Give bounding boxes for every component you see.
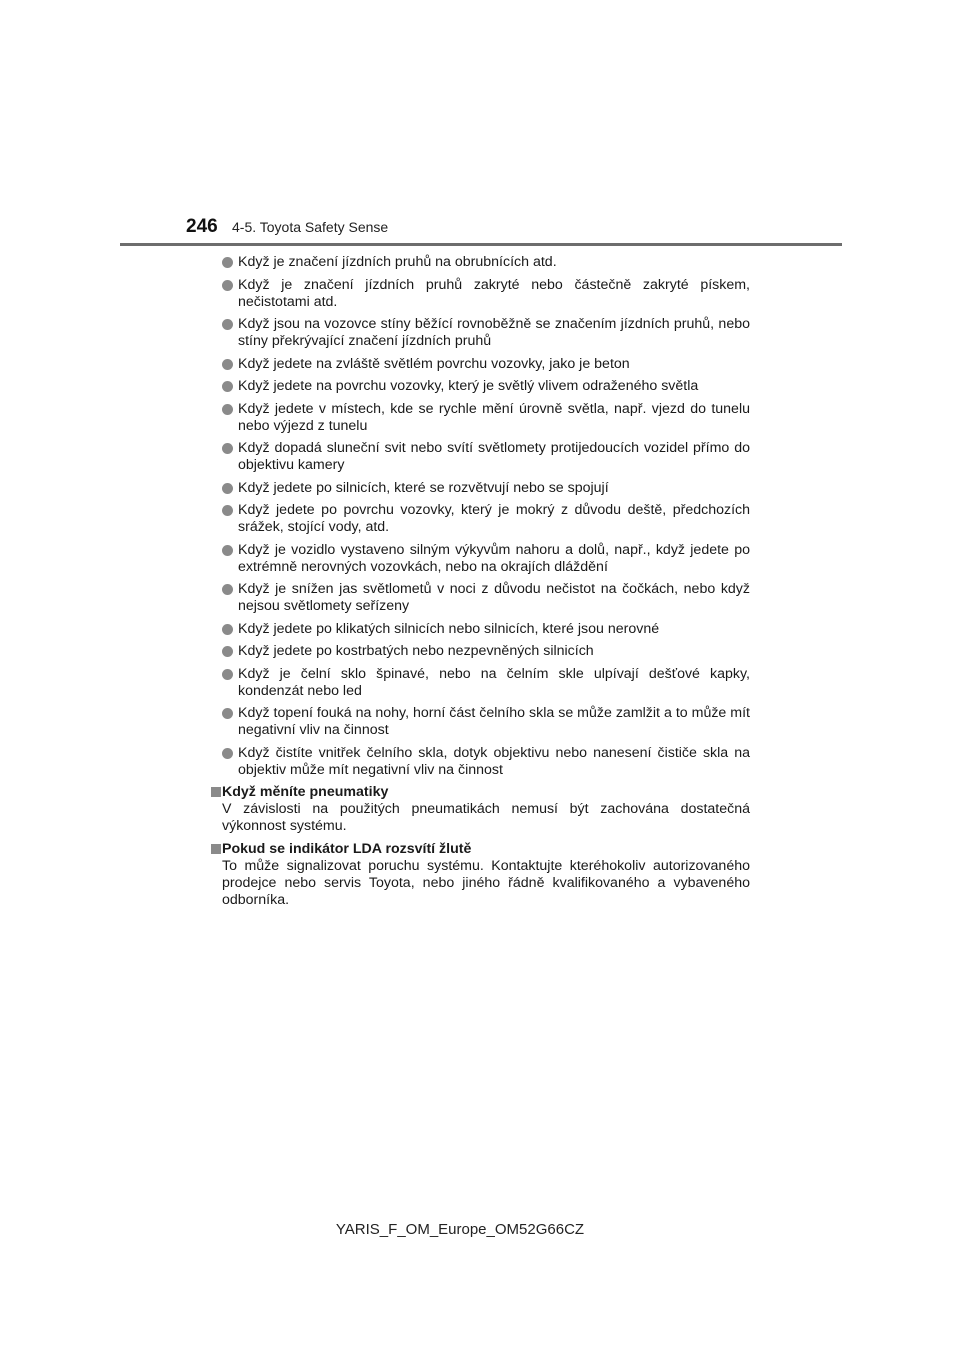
section-heading-tires [222, 784, 750, 801]
bullet-text: Když dopadá sluneční svit nebo svítí světlomety protijedoucích vozidel přímo do objektivu kamery [238, 440, 750, 473]
bullet-item [222, 316, 750, 350]
header-divider [120, 243, 842, 246]
bullet-dot-icon [222, 404, 233, 415]
bullet-dot-icon [222, 708, 233, 719]
bullet-text: Když čistíte vnitřek čelního skla, dotyk objektivu nebo nanesení čističe skla na objektiv může mít negativní vliv na činnost [238, 744, 750, 778]
page-header [186, 216, 388, 238]
bullet-text: Když je značení jízdních pruhů na obrubnících atd. [238, 254, 557, 270]
bullet-item [222, 401, 750, 435]
bullet-dot-icon [222, 584, 233, 595]
section-heading-text: Pokud se indikátor LDA rozsvítí žlutě [222, 840, 472, 857]
bullet-text: Když jsou na vozovce stíny běžící rovnoběžně se značením jízdních pruhů, nebo stíny překrývající značení jízdních pruhů [238, 316, 750, 349]
bullet-text: Když je značení jízdních pruhů zakryté nebo částečně zakryté pískem, nečistotami atd. [238, 276, 750, 310]
bullet-text: Když jedete na povrchu vozovky, který je světlý vlivem odraženého světla [238, 378, 699, 394]
bullet-item [222, 480, 750, 497]
bullet-text: Když jedete po silnicích, které se rozvětvují nebo se spojují [238, 479, 609, 496]
bullet-text: Když jedete na zvláště světlém povrchu vozovky, jako je beton [238, 355, 630, 372]
square-bullet-icon [211, 787, 221, 797]
bullet-dot-icon [222, 443, 233, 454]
section-body-tires: V závislosti na použitých pneumatikách nemusí být zachována dostatečná výkonnost systému. [222, 801, 750, 834]
bullet-item [222, 378, 750, 395]
bullet-dot-icon [222, 545, 233, 556]
bullet-text: Když jedete v místech, kde se rychle mění úrovně světla, např. vjezd do tunelu nebo výjezd z tunelu [238, 400, 750, 434]
section-heading-lda [222, 841, 750, 858]
bullet-item [222, 440, 750, 474]
section-body-lda: To může signalizovat poruchu systému. Kontaktujte kteréhokoliv autorizovaného prodejce nebo servis Toyota, nebo jiného řádně kvalifikovaného a vybaveného odborníka. [222, 857, 750, 908]
bullet-item [222, 745, 750, 779]
bullet-item [222, 581, 750, 615]
bullet-dot-icon [222, 748, 233, 759]
bullet-item [222, 643, 750, 660]
document-id: YARIS_F_OM_Europe_OM52G66CZ [335, 1221, 585, 1238]
page-footer [0, 1221, 960, 1238]
bullet-item [222, 254, 750, 271]
bullet-text: Když je čelní sklo špinavé, nebo na čelním skle ulpívají dešťové kapky, kondenzát nebo led [238, 665, 750, 699]
page-number: 246 [186, 216, 218, 237]
bullet-text: Když jedete po kostrbatých nebo nezpevněných silnicích [238, 643, 594, 659]
bullet-item [222, 277, 750, 311]
section-heading-text: Když měníte pneumatiky [222, 784, 389, 800]
bullet-item [222, 621, 750, 638]
bullet-dot-icon [222, 505, 233, 516]
bullet-dot-icon [222, 669, 233, 680]
bullet-dot-icon [222, 319, 233, 330]
bullet-text: Když je vozidlo vystaveno silným výkyvům nahoru a dolů, např., když jedete po extrémně nerovných vozovkách, nebo na okrajích dláždění [238, 541, 750, 575]
bullet-dot-icon [222, 381, 233, 392]
bullet-text: Když jedete po klikatých silnicích nebo silnicích, které jsou nerovné [238, 620, 660, 637]
section-title: 4-5. Toyota Safety Sense [232, 219, 389, 235]
bullet-dot-icon [222, 359, 233, 370]
page-content [222, 254, 750, 914]
bullet-dot-icon [222, 646, 233, 657]
bullet-item [222, 666, 750, 700]
bullet-dot-icon [222, 483, 233, 494]
bullet-dot-icon [222, 257, 233, 268]
bullet-item [222, 705, 750, 739]
bullet-item [222, 542, 750, 576]
bullet-text: Když je snížen jas světlometů v noci z důvodu nečistot na čočkách, nebo když nejsou světlomety seřízeny [238, 581, 750, 614]
bullet-dot-icon [222, 280, 233, 291]
bullet-dot-icon [222, 624, 233, 635]
bullet-item [222, 356, 750, 373]
bullet-text: Když jedete po povrchu vozovky, který je mokrý z důvodu deště, předchozích srážek, stojící vody, atd. [238, 502, 750, 535]
square-bullet-icon [211, 844, 221, 854]
bullet-text: Když topení fouká na nohy, horní část čelního skla se může zamlžit a to může mít negativní vliv na činnost [238, 705, 750, 738]
bullet-item [222, 502, 750, 536]
